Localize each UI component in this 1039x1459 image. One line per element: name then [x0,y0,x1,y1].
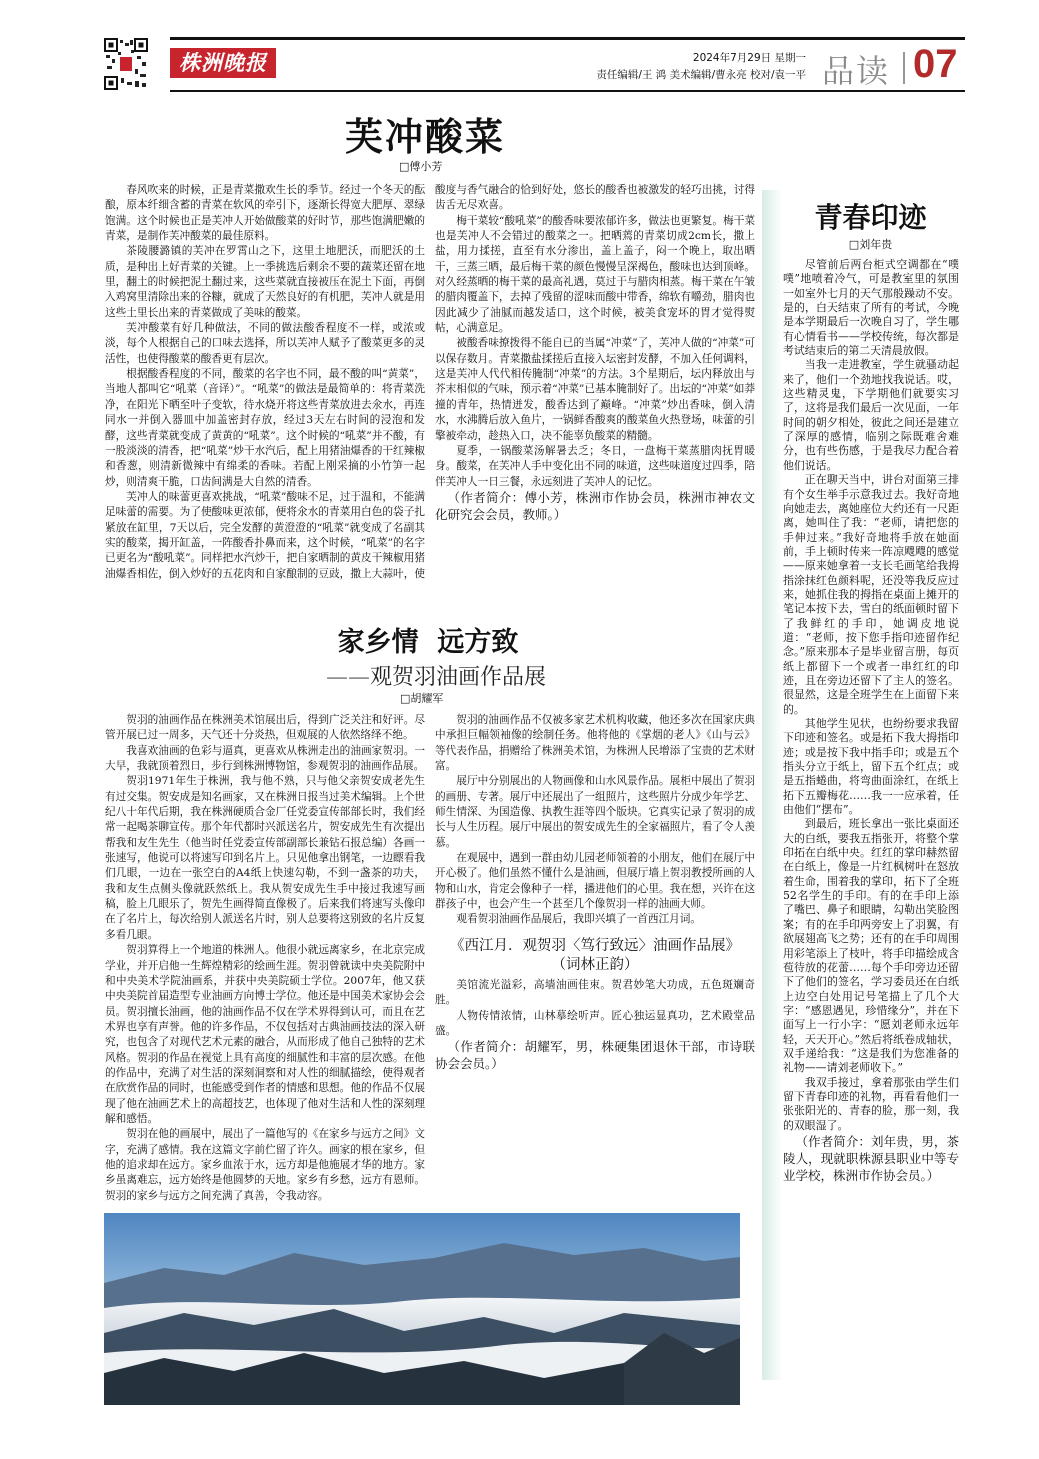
paragraph: 在观展中，遇到一群由幼儿园老师领着的小朋友，他们在展厅中开心极了。他们虽然不懂什么是油画，但展厅墙上贺羽教授所画的人物和山水，肯定会像种子一样，播进他们的心里。我在想，兴许在这群孩子中，也会产生一个甚至几个像贺羽一样的油画大师。 [435,851,755,911]
author-note: （作者简介：傅小芳，株洲市作协会员，株洲市神农文化研究会会员，教师。） [435,489,755,522]
paragraph: 茶陵腰潞镇的芙冲在罗霄山之下，这里土地肥沃，而肥沃的土质，是种出上好青菜的关键。上一季挑选后剩余不要的蔬菜还留在地里，翻土的时候把泥土翻过来，这些菜就直接被压在泥土下面，再倒入鸡窝里清除出来的谷糠，就成了天然良好的有机肥，芙冲人就是用这些土里长出来的青菜做成了美味的酸菜。 [105,244,425,319]
poem-title-text: 《西江月．观贺羽〈笃行致远〉油画作品展》 [450,937,740,954]
paragraph: 芙冲酸菜有好几种做法，不同的做法酸香程度不一样，或浓或淡，每个人根据自己的口味去选择，所以芙冲人赋予了酸菜更多的灵活性，也使得酸菜的酸香更有层次。 [105,321,425,365]
article2-body [105,712,755,1212]
paragraph: 梅干菜较“酸吼菜”的酸香味要浓郁许多，做法也更繁复。梅干菜也是芙冲人不会错过的酸菜之一。把晒蔫的青菜切成2cm长，撒上盐，用力揉搓，直至有水分渗出，盖上盖子，闷一个晚上，取出晒干，三蒸三晒，最后梅干菜的颜色慢慢呈深褐色，酸味也达到顶峰。对久经蒸晒的梅干菜的最高礼遇，莫过于与腊肉相蒸。梅干菜在午皱的腊肉覆盖下，去掉了残留的涩味而酸中带香，绵软有嚼劲，腊肉也因此减少了油腻而越发适口，这个时候，被美食宠坏的胃才觉得熨帖，心满意足。 [435,213,755,335]
paragraph: 贺羽的油画作品在株洲美术馆展出后，得到广泛关注和好评。尽管开展已过一周多，天气还十分炎热，但观展的人依然络绎不绝。 [105,713,425,742]
article2-title: 家乡情 远方致 [337,627,519,658]
paragraph: 春风吹来的时候，正是青菜撒欢生长的季节。经过一个冬天的酝酿，原本纤细含蓄的青菜在软风的牵引下，逐渐长得宽大肥厚、翠绿饱满。这个时候也正是芙冲人开始做酸菜的好时节，那些饱满肥嫩的青菜，是制作芙冲酸菜的最佳原料。 [105,183,425,243]
poem-stanza: 人物传情浓情，山林摹绘听声。匠心独运显真功，艺术殿堂品盛。 [435,1008,755,1037]
paragraph: 被酸香味撩拨得不能自已的当属“冲菜”了，芙冲人做的“冲菜”可以保存数月。青菜撒盐揉搓后直接入坛密封发酵，不加入任何调料，这是芙冲人代代相传腌制“冲菜”的方法。3个星期后，坛内释放出与芥末相似的气味，预示着“冲菜”已基本腌制好了。出坛的“冲菜”如莽撞的青年，热情迸发，酸香达到了巅峰。“冲菜”炒出香味，倒入清水，水沸腾后放入鱼片，一锅鲜香酸爽的酸菜鱼火热登场，味蕾的引擎被牵动，趁热入口，决不能辜负酸菜的精髓。 [435,336,755,442]
paragraph: 我喜欢油画的色彩与逼真，更喜欢从株洲走出的油画家贺羽。一大早，我就顶着烈日，步行到株洲博物馆，参观贺羽的油画作品展。 [105,743,425,773]
paragraph: 到最后，班长拿出一张比桌面还大的白纸，要我五指张开，将整个掌印拓在白纸中央。红红的掌印赫然留在白纸上，像是一片红枫树叶在怒放着生命，围着我的掌印，拓下了全班52名学生的手印。有的在手印上添了嘴巴、鼻子和眼睛，勾勒出笑脸图案；有的在手印两旁安上了羽翼，有欲展翅高飞之势；还有的在手印周围用彩笔添上了枝叶，将手印描绘成含苞待放的花蕾……每个手印旁边还留下了他们的签名，学习委员还在白纸上边空白处用记号笔描上了几个大字：“感恩遇见，珍惜缘分”，并在下面写上一行小字：“愿刘老师永远年轻，天天开心。”然后将纸卷成轴状，双手递给我：“这是我们为您准备的礼物——请刘老师收下。” [783,817,959,1075]
article1-title: 芙冲酸菜 [344,115,505,159]
paragraph: 夏季，一锅酸菜汤解暑去乏；冬日，一盘梅干菜蒸腊肉抚胃暖身。酸菜，在芙冲人手中变化出不同的味道，这些味道度过四季，陪伴芙冲人一日三餐，永远刻进了芙冲人的记忆。 [435,443,755,488]
poem-stanza: 美馆流光溢彩，高墙油画佳朿。贺君妙笔大功成，五色斑斓奇胜。 [435,977,755,1007]
top-rule [170,37,965,40]
article2-byline: □胡耀军 [400,692,444,705]
page-number: 07 [913,42,958,86]
paragraph: 贺羽1971年生于株洲，我与他不熟，只与他父亲贺安成老先生有过交集。贺安成是知名画家，又在株洲日报当过美术编辑。上个世纪八十年代后期，我在株洲硬质合金厂任党委宣传部部长时，我们经常一起喝茶聊宣传。那个年代都时兴派送名片，贺安成先生有次提出帮我和友生先生（他当时任党委宣传部副部长兼钻石报总编）各画一张速写，他说可以将速写印到名片上。只见他拿出钢笔，一边瞟看我们几眼，一边在一张空白的A4纸上快速勾勒，不到一盏茶的功夫，我和友生点侧头像就跃然纸上。我从贺安成先生手中接过我速写画稿，脸上几眼乐了，贺先生画得简直像极了。后来我们将速写头像印在了名片上，每次给别人派送名片时，别人总要将这别致的名片反复多看几眼。 [105,774,425,941]
poem-rhyme: （词林正韵） [551,956,639,973]
paragraph: 我双手接过，拿着那张由学生们留下青春印迹的礼物，再看看他们一张张阳光的、青春的脸，那一刻，我的双眼湿了。 [783,1075,959,1132]
article3-body [783,258,959,1184]
author-note: （作者简介：刘年贵，男，茶陵人，现就职株源县职业中等专业学校，株洲市作协会员。） [783,1133,959,1183]
header-divider [903,52,905,84]
paragraph: 展厅中分别展出的人物画像和山水风景作品。展柜中展出了贺羽的画册、专著。展厅中还展出了一组照片，这些照片分成少年学艺、师生情深、为国造像、执教生涯等四个版块。它真实记录了贺羽的成长与人生历程。展厅中展出的贺安成先生的全家福照片，看了令人羡慕。 [435,774,755,849]
newspaper-logo: 株洲晚报 [170,48,276,78]
qr-code-icon[interactable] [104,38,148,90]
mountain-landscape-photo [104,1213,740,1405]
article1-body [105,182,755,602]
author-note: （作者简介：胡耀军，男，株硬集团退休干部，市诗联协会会员。） [435,1039,755,1072]
issue-date: 2024年7月29日 星期一 [692,52,806,64]
paragraph: 芙冲人的味蕾更喜欢挑战，“吼菜”酸味不足，过于温和，不能满足味蕾的需要。为了使酸味更浓郁，便将氽水的青菜用白色的袋子扎紧放在缸里，7天以后，完全发酵的黄澄澄的“吼菜”就变成了名副其实的酸菜，揭开缸盖，一阵酸香扑鼻而来，这个时候，“吼菜”的名字已更名为“酸吼菜”。同样把水汽炒干，把自家晒制的黄皮干辣椒用猪油爆香相佐，倒入炒好的五花肉和自家酿制的豆豉，撒上大蒜叶，使酸度与香气融合的恰到好处，悠长的酸香也被激发的轻巧出挑，讨得齿舌无尽欢喜。 [105,183,755,580]
paragraph: 贺羽的油画作品不仅被多家艺术机构收藏，他还多次在国家庆典中承担巨幅领袖像的绘制任务。他将他的《掌烟的老人》《山与云》等代表作品，捐赠给了株洲美术馆，为株洲人民增添了宝贵的艺术财富。 [435,713,755,773]
article3-byline: □刘年贵 [848,238,893,251]
article2-subtitle: ——观贺羽油画作品展 [326,665,547,690]
paragraph: 根据酸香程度的不同，酸菜的名字也不同，最不酸的叫“黄菜”，当地人都叫它“吼菜（音译）”。“吼菜”的做法是最简单的：将青菜洗净，在阳光下晒至叶子变软，待水烧开将这些青菜放进去氽水，再连同水一并倒入器皿中加盖密封存放，经过3天左右时间的浸泡和发酵，这些青菜就变成了黄黄的“吼菜”。这个时候的“吼菜”并不酸，有一股淡淡的清香，把“吼菜”炒干水汽后，配上用猪油爆香的干红辣椒和香葱，则清新微辣中有绵柔的香味。若配上刚采摘的小竹笋一起炒，则清爽干脆，口齿间满是大自然的清香。 [105,367,425,488]
paragraph: 正在聊天当中，讲台对面第三排有个女生举手示意我过去。我好奇地向她走去，离她座位大约还有一尺距离，她叫住了我：“老师，请把您的手伸过来。”我好奇地将手放在她面前，手上顿时传来一阵凉飕飕的感觉——原来她拿着一支长毛画笔给我拇指涂抹红色颜料呢，还没等我反应过来，她抓住我的拇指在桌面上摊开的笔记本按下去，雪白的纸面顿时留下了我鲜红的手印，她调皮地说道：“老师，按下您手指印迹留作纪念。”原来那本子是毕业留言册，每页纸上都留下一个或者一串红红的印迹，且在旁边还留下了主人的签名。很显然，这是全班学生在上面留下来的。 [783,473,959,716]
poem-title [435,937,755,975]
paragraph: 观看贺羽油画作品展后，我即兴填了一首西江月词。 [456,912,702,926]
article1-byline: □傅小芳 [399,160,443,173]
section-name: 品读 [822,52,891,90]
paragraph: 其他学生见状，也纷纷要求我留下印迹和签名。或是拓下我大拇指印迹；或是按下我中指手印；或是五个指头分立于纸上，留下五个红点；或是五指蜷曲，将弯曲面涂红，在纸上拓下五瓣梅花……我一一应承着，任由他们“摆布”。 [783,717,959,817]
paragraph: 尽管前后两台柜式空调都在“噗噗”地喷着冷气，可是教室里的氛围一如室外七月的天气那般躁动不安。是的，白天结束了所有的考试，今晚是本学期最后一次晚自习了，学生哪有心情看书——学校传统，每次都是考试结束后的第二天清晨放假。 [783,258,959,358]
paragraph: 贺羽在他的画展中，展出了一篇他写的《在家乡与远方之间》文字，充满了感情。我在这篇文字前伫留了许久。画家的根在家乡，但他的追求却在远方。家乡血浓于水，远方却是他施展才华的地方。家乡虽离难忘，远方始终是他圆梦的天地。家乡有乡愁，远方有恩师。贺羽的家乡与远方之间充满了真善，令我动容。 [105,1127,425,1202]
column-accent-band [762,190,782,1380]
editor-credits: 责任编辑/王 鸿 美术编辑/曹永亮 校对/袁一平 [596,69,806,81]
paragraph: 当我一走进教室，学生就骚动起来了，他们一个劲地找我说话。哎，这些精灵鬼，下学期他们就要实习了，这将是我们最后一次见面，一年时间的朝夕相处，彼此之间还是建立了深厚的感情，临别之际既难舍难分，也有些伤感，于是我尽力配合着他们说话。 [783,358,959,472]
paragraph: 贺羽算得上一个地道的株洲人。他很小就远离家乡，在北京完成学业，并开启他一生辉煌精彩的绘画生涯。贺羽曾就读中央美院附中和中央美术学院油画系，并获中央美院硕士学位。2007年，他又获中央美院首届造型专业油画方向博士学位。他还是中国美术家协会会员。贺羽擅长油画，他的油画作品不仅在学术界得到认可，而且在艺术界也享有声誉。他的许多作品，不仅包括对古典油画技法的深入研究，也包含了对现代艺术元素的融合，从而形成了他自己独特的艺术风格。贺羽的作品在视觉上具有高度的细腻性和丰富的层次感。在他的作品中，充满了对生活的深刻洞察和对人性的细腻描绘，使得观者在欣赏作品的同时，也能感受到作者的情感和思想。他的作品不仅展现了他在油画艺术上的高超技艺，也体现了他对生活和人性的深刻理解和感悟。 [105,943,425,1125]
article3-title: 青春印迹 [814,201,927,234]
